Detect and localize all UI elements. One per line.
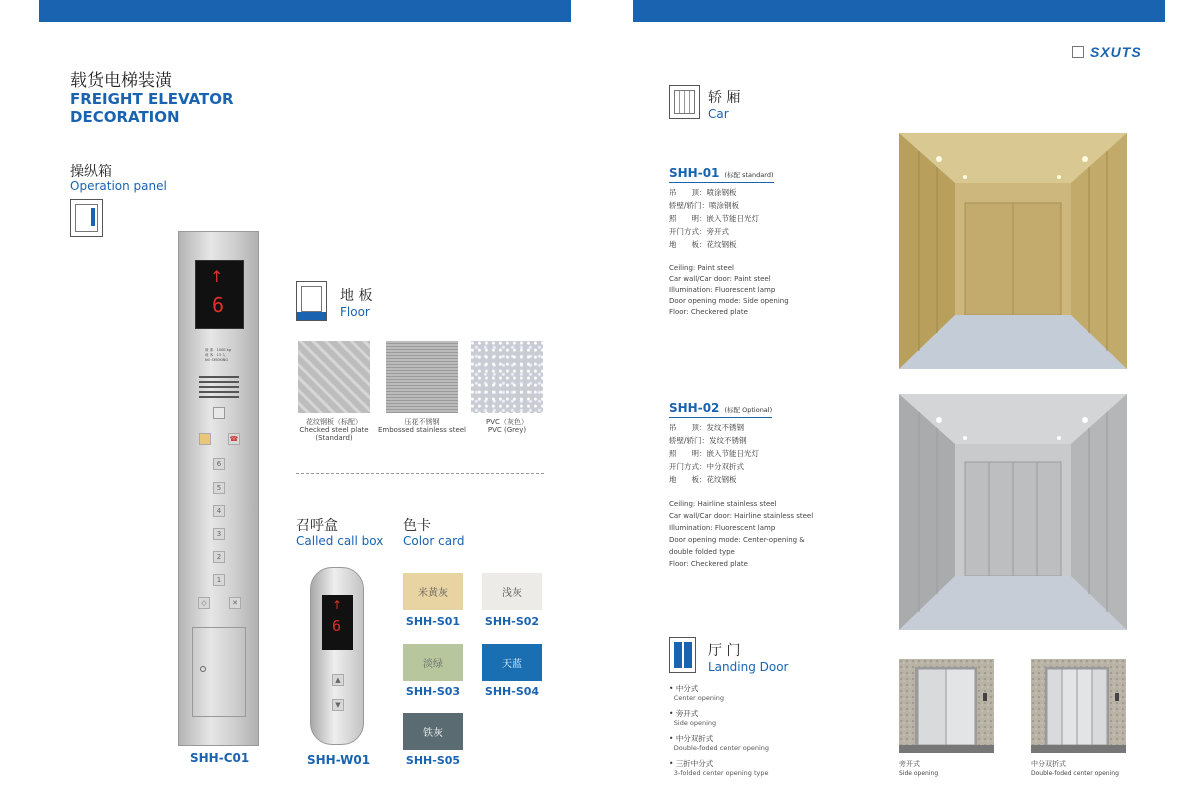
capacity-plate: 载 重：1000 kg 载 客：13 人 NO SMOKING	[205, 348, 231, 362]
operation-panel	[178, 231, 259, 746]
car-title-en: Car	[708, 107, 729, 121]
floor-button-1[interactable]: 1	[213, 574, 225, 586]
car-icon	[669, 85, 700, 119]
color-swatch: 铁灰	[403, 713, 463, 750]
service-cabinet	[192, 627, 246, 717]
car-model-2-en-specs: Ceiling: Hairline stainless steel Car wall/Car door: Hairline stainless steel Illumination: Fluorescent lamp Door opening mode: Center-opening & double folded type Floor: Checkered plate	[669, 500, 814, 568]
top-band-left	[39, 0, 571, 22]
page-title-en-2: DECORATION	[70, 108, 180, 126]
car-model-2-tag: (标配 Optional)	[724, 406, 773, 414]
operation-panel-display	[195, 260, 244, 329]
logo-text: SXUTS	[1090, 44, 1142, 60]
floor-tile-label-3: PVC（灰色） PVC (Grey)	[486, 418, 528, 434]
car-model-1-en-specs: Ceiling: Paint steel Car wall/Car door: Paint steel Illumination: Fluorescent lamp Door opening mode: Side opening Floor: Checkered plate	[669, 264, 789, 316]
floor-title-en: Floor	[340, 305, 370, 319]
door-photo-2-caption: 中分双折式 Double-foded center opening	[1031, 760, 1119, 777]
landing-door-icon	[669, 637, 696, 673]
door-open-button[interactable]: ◇	[198, 597, 210, 609]
landing-door-types	[669, 684, 769, 778]
car-model-2-cn-specs: 吊 顶：发纹不锈钢 轿壁/轿门：发纹不锈钢 照 明：嵌入节能日光灯 开门方式：中分双折式 地 板：花纹钢板	[669, 423, 759, 484]
arrow-up-icon: ↑	[332, 598, 343, 612]
swatch-code: SHH-S03	[405, 685, 461, 698]
door-photo-side-opening	[899, 659, 994, 753]
list-item: • 中分式 Center opening	[669, 684, 724, 702]
call-box-model: SHH-W01	[307, 753, 371, 767]
car-title-cn: 轿 厢	[708, 90, 741, 106]
floor-tile-label-2: 压花不锈钢 Embossed stainless steel	[377, 418, 467, 434]
car-model-2-heading	[669, 397, 772, 418]
car-model-1-tag: (标配 standard)	[724, 171, 774, 179]
floor-icon	[296, 281, 327, 321]
car-photo-silver	[899, 394, 1127, 630]
page-title-cn: 载货电梯装潢	[70, 71, 172, 91]
floor-tile-checked-steel	[298, 341, 370, 413]
car-model-1-heading	[669, 162, 774, 183]
call-down-button[interactable]: ▼	[332, 699, 344, 711]
floor-button-5[interactable]: 5	[213, 482, 225, 494]
floor-tile-label-1: 花纹钢板（标配） Checked steel plate (Standard)	[299, 418, 369, 442]
car-model-1-code: SHH-01	[669, 166, 720, 180]
swatch-code: SHH-S04	[484, 685, 540, 698]
landing-door-title-en: Landing Door	[708, 660, 789, 674]
color-swatch: 米黄灰	[403, 573, 463, 610]
floor-title-cn: 地 板	[340, 288, 373, 304]
call-box-floor-number: 6	[332, 617, 342, 635]
brand-logo	[1072, 44, 1142, 60]
door-photo-1-caption: 旁开式 Side opening	[899, 760, 939, 777]
list-item: • 旁开式 Side opening	[669, 709, 717, 727]
floor-button-4[interactable]: 4	[213, 505, 225, 517]
color-swatch: 浅灰	[482, 573, 542, 610]
car-photo-gold	[899, 133, 1127, 369]
operation-panel-icon	[70, 199, 103, 237]
section-divider	[296, 473, 544, 474]
swatch-code: SHH-S01	[405, 615, 461, 628]
card-reader	[213, 407, 225, 419]
operation-panel-title-en: Operation panel	[70, 179, 167, 193]
color-card-title-en: Color card	[403, 534, 465, 548]
floor-tile-embossed-steel	[386, 341, 458, 413]
list-item: • 三折中分式 3-folded center opening type	[669, 759, 769, 777]
color-swatch: 淡绿	[403, 644, 463, 681]
floor-button-2[interactable]: 2	[213, 551, 225, 563]
color-card-title-cn: 色卡	[403, 518, 431, 534]
call-box-title-cn: 召呼盒	[296, 518, 338, 534]
floor-button-3[interactable]: 3	[213, 528, 225, 540]
landing-door-title-cn: 厅 门	[708, 643, 741, 659]
alarm-button[interactable]	[199, 433, 211, 445]
top-band-right	[633, 0, 1165, 22]
call-up-button[interactable]: ▲	[332, 674, 344, 686]
arrow-up-icon: ↑	[210, 267, 224, 286]
swatch-code: SHH-S02	[484, 615, 540, 628]
floor-button-6[interactable]: 6	[213, 458, 225, 470]
floor-number: 6	[212, 293, 225, 317]
door-photo-double-folded	[1031, 659, 1126, 753]
floor-tile-pvc-grey	[471, 341, 543, 413]
logo-box-icon	[1072, 46, 1084, 58]
swatch-code: SHH-S05	[405, 754, 461, 767]
operation-panel-model: SHH-C01	[190, 751, 250, 765]
car-model-1-cn-specs: 吊 顶：喷涂钢板 轿壁/轿门：喷涂钢板 照 明：嵌入节能日光灯 开门方式：旁开式 地 板：花纹钢板	[669, 188, 759, 249]
speaker-grille	[199, 376, 239, 398]
cabinet-lock-icon	[200, 666, 206, 672]
color-swatch: 天蓝	[482, 644, 542, 681]
call-box-title-en: Called call box	[296, 534, 384, 548]
door-close-button[interactable]: ✕	[229, 597, 241, 609]
list-item: • 中分双折式 Double-foded center opening	[669, 734, 769, 752]
call-box-display	[322, 595, 353, 650]
operation-panel-title-cn: 操纵箱	[70, 164, 112, 180]
car-model-2-code: SHH-02	[669, 401, 720, 415]
call-box	[310, 567, 364, 745]
page-title-en-1: FREIGHT ELEVATOR	[70, 90, 234, 108]
phone-button[interactable]: ☎	[229, 435, 239, 443]
